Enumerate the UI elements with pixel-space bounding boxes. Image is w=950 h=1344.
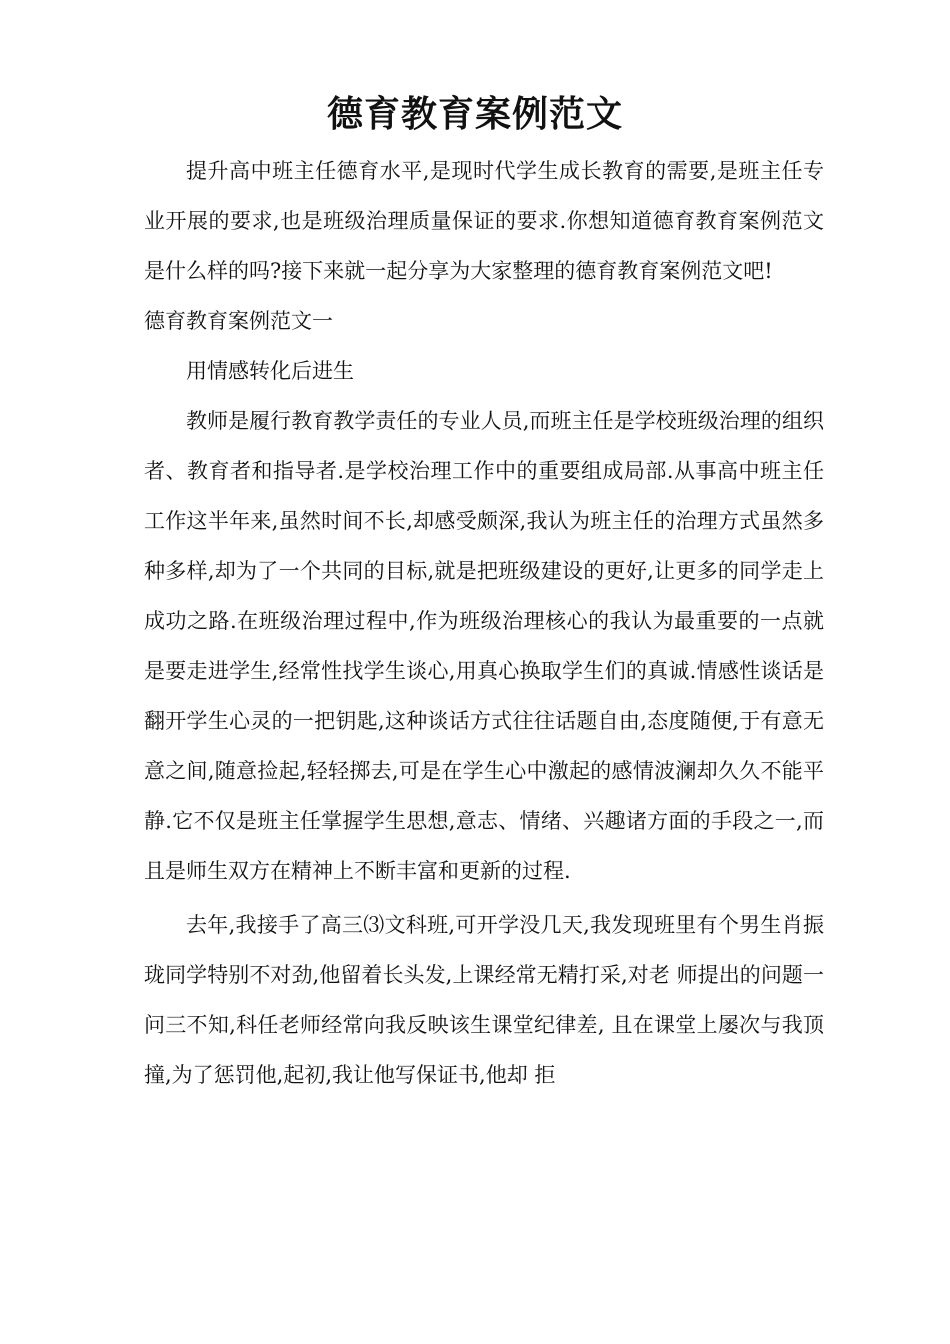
section-heading: 德育教育案例范文一 — [144, 309, 333, 333]
body-paragraph-2: 去年,我接手了高三⑶文科班,可开学没几天,我发现班里有个男生肖振珑同学特别不对劲,他留着长头发,上课经常无精打采,对老 师提出的问题一问三不知,科任老师经常向我反映该生课堂纪律差, 且在课堂上屡次与我顶撞,为了惩罚他,起初,我让他写保证书,他却 拒 — [144, 913, 824, 1087]
body-paragraph-1: 教师是履行教育教学责任的专业人员,而班主任是学校班级治理的组织者、教育者和指导者.是学校治理工作中的重要组成局部.从事高中班主任工作这半年来,虽然时间不长,却感受颇深,我认为班主任的治理方式虽然多种多样,却为了一个共同的目标,就是把班级建设的更好,让更多的同学走上成功之路.在班级治理过程中,作为班级治理核心的我认为最重要的一点就是要走进学生,经常性找学生谈心,用真心换取学生们的真诚.情感性谈话是翻开学生心灵的一把钥匙,这种谈话方式往往话题自由,态度随便,于有意无意之间,随意捡起,轻轻掷去,可是在学生心中激起的感情波澜却久久不能平静.它不仅是班主任掌握学生思想,意志、情绪、兴趣诸方面的手段之一,而且是师生双方在精神上不断丰富和更新的过程. — [144, 409, 824, 883]
document-title: 德育教育案例范文 — [326, 93, 623, 135]
intro-paragraph: 提升高中班主任德育水平,是现时代学生成长教育的需要,是班主任专业开展的要求,也是班级治理质量保证的要求.你想知道德育教育案例范文是什么样的吗?接下来就一起分享为大家整理的德育教育案例范文吧! — [144, 159, 824, 283]
case-title: 用情感转化后进生 — [186, 359, 354, 383]
document-body — [144, 146, 824, 1100]
